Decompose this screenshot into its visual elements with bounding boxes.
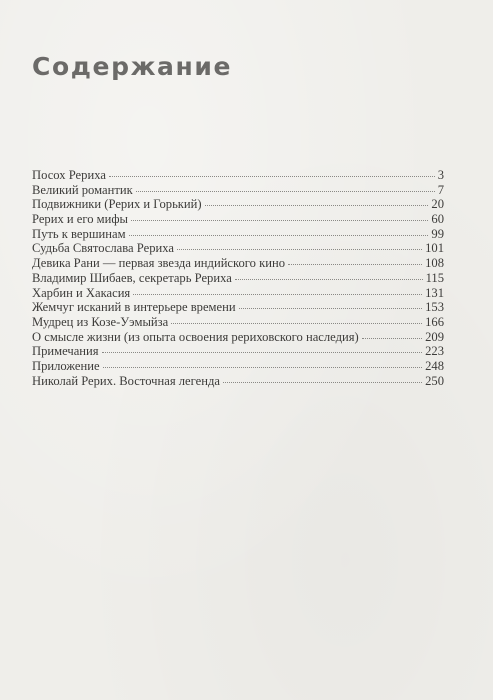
toc-entry-page: 209 [425, 329, 444, 344]
dot-leader [177, 248, 422, 250]
dot-leader [133, 293, 422, 295]
toc-entry-page: 108 [425, 256, 444, 271]
toc-entry-title: Подвижники (Рерих и Горький) [32, 197, 202, 212]
toc-entry-title: Великий романтик [32, 182, 133, 197]
toc-entry [32, 344, 444, 359]
toc-entry [32, 300, 444, 315]
toc-entry [32, 359, 444, 374]
toc-entry [32, 212, 444, 227]
toc-entry-title: Примечания [32, 344, 99, 359]
toc-entry-title: О смысле жизни (из опыта освоения рериховского наследия) [32, 329, 359, 344]
toc-entry-title: Приложение [32, 358, 100, 373]
toc-entry-title: Жемчуг исканий в интерьере времени [32, 300, 236, 315]
toc-entry-page: 250 [425, 373, 444, 388]
toc-entry-page: 60 [431, 212, 444, 227]
toc-entry [32, 286, 444, 301]
toc-entry [32, 330, 444, 345]
toc-entry-title: Харбин и Хакасия [32, 285, 131, 300]
toc-entry-title: Владимир Шибаев, секретарь Рериха [32, 270, 232, 285]
toc-entry-page: 131 [425, 285, 444, 300]
toc-entry-page: 20 [431, 197, 444, 212]
toc-entry-page: 153 [425, 300, 444, 315]
toc-entry-title: Путь к вершинам [32, 226, 126, 241]
toc-entry-title: Рерих и его мифы [32, 212, 129, 227]
dot-leader [288, 263, 422, 265]
toc-entry-page: 115 [425, 270, 444, 285]
toc-entry [32, 241, 444, 256]
toc-entry-title: Судьба Святослава Рериха [32, 241, 174, 256]
toc-entry-page: 223 [425, 344, 444, 359]
toc-entry-title: Посох Рериха [32, 168, 106, 182]
dot-leader [103, 366, 423, 368]
dot-leader [235, 278, 423, 280]
page-title: Содержание [32, 52, 233, 81]
toc-entry-page: 166 [425, 314, 444, 329]
toc-entry [32, 256, 444, 271]
dot-leader [109, 175, 435, 177]
toc-entry-title: Николай Рерих. Восточная легенда [32, 373, 220, 388]
toc-entry-title: Девика Рани — первая звезда индийского кино [32, 256, 285, 271]
dot-leader [362, 337, 422, 339]
toc-entry [32, 374, 444, 389]
dot-leader [131, 219, 428, 221]
toc-entry [32, 315, 444, 330]
dot-leader [129, 234, 429, 236]
dot-leader [239, 307, 423, 309]
toc-entry-page: 101 [425, 241, 444, 256]
dot-leader [136, 190, 435, 192]
toc-entry [32, 168, 444, 183]
toc-entry-page: 248 [425, 358, 444, 373]
dot-leader [102, 351, 423, 353]
toc-entry-page: 7 [437, 182, 444, 197]
toc-entry [32, 197, 444, 212]
toc-entry [32, 227, 444, 242]
toc-entry-title: Мудрец из Козе-Уэмыйза [32, 314, 169, 329]
table-of-contents [32, 168, 444, 388]
dot-leader [205, 204, 429, 206]
toc-entry [32, 183, 444, 198]
dot-leader [223, 381, 422, 383]
toc-entry [32, 271, 444, 286]
toc-entry-page: 99 [431, 226, 444, 241]
dot-leader [171, 322, 422, 324]
toc-entry-page: 3 [437, 168, 444, 182]
